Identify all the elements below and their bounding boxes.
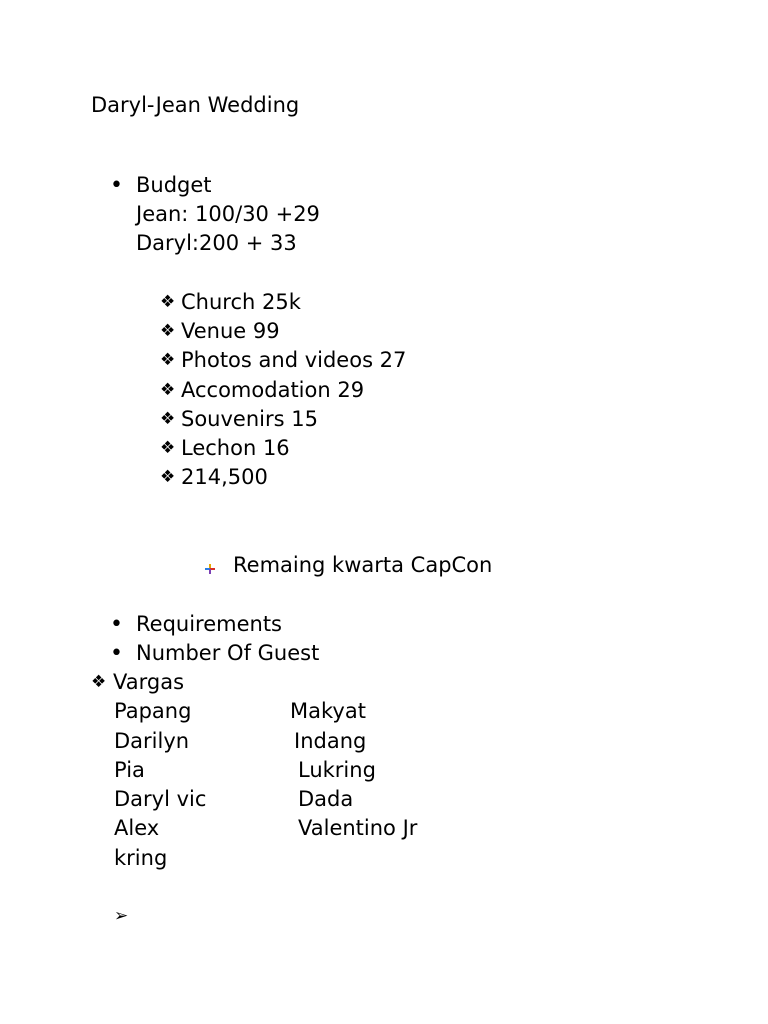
budget-item: Souvenirs 15 bbox=[181, 407, 318, 431]
remaining-funds-note: Remaing kwarta CapCon bbox=[233, 553, 493, 577]
diamond-bullet-icon: ❖ bbox=[160, 321, 176, 341]
budget-item: Church 25k bbox=[181, 290, 301, 314]
guest-name: Makyat bbox=[290, 699, 366, 723]
bullet-dot-icon: • bbox=[110, 612, 123, 637]
diamond-bullet-icon: ❖ bbox=[160, 467, 176, 487]
diamond-bullet-icon: ❖ bbox=[160, 350, 176, 370]
page-title: Daryl-Jean Wedding bbox=[91, 93, 300, 117]
guest-name: Lukring bbox=[298, 758, 376, 782]
guest-name: Darilyn bbox=[114, 729, 190, 753]
budget-line: Daryl:200 + 33 bbox=[136, 231, 297, 255]
diamond-bullet-icon: ❖ bbox=[160, 409, 176, 429]
guest-name: kring bbox=[114, 846, 168, 870]
bullet-dot-icon: • bbox=[110, 173, 123, 198]
guest-name: Valentino Jr bbox=[298, 816, 418, 840]
guest-name: Daryl vic bbox=[114, 787, 207, 811]
guest-name: Indang bbox=[294, 729, 367, 753]
budget-item: Photos and videos 27 bbox=[181, 348, 407, 372]
guest-name: Papang bbox=[114, 699, 192, 723]
guest-name: Alex bbox=[114, 816, 160, 840]
requirements-label: Requirements bbox=[136, 612, 282, 636]
diamond-bullet-icon: ❖ bbox=[160, 380, 176, 400]
budget-label: Budget bbox=[136, 173, 212, 197]
guest-name: Dada bbox=[298, 787, 354, 811]
diamond-bullet-icon: ❖ bbox=[160, 438, 176, 458]
bullet-dot-icon: • bbox=[110, 641, 123, 666]
guest-count-label: Number Of Guest bbox=[136, 641, 320, 665]
arrowhead-bullet-icon: ➢ bbox=[114, 906, 129, 926]
budget-line: Jean: 100/30 +29 bbox=[136, 202, 320, 226]
budget-item: Accomodation 29 bbox=[181, 378, 365, 402]
budget-item: Lechon 16 bbox=[181, 436, 290, 460]
diamond-bullet-icon: ❖ bbox=[91, 672, 107, 692]
guest-name: Pia bbox=[114, 758, 145, 782]
guest-family-name: Vargas bbox=[113, 670, 185, 694]
diamond-bullet-icon: ❖ bbox=[160, 292, 176, 312]
colorful-plus-icon bbox=[204, 563, 216, 575]
budget-item: Venue 99 bbox=[181, 319, 280, 343]
budget-item: 214,500 bbox=[181, 465, 268, 489]
